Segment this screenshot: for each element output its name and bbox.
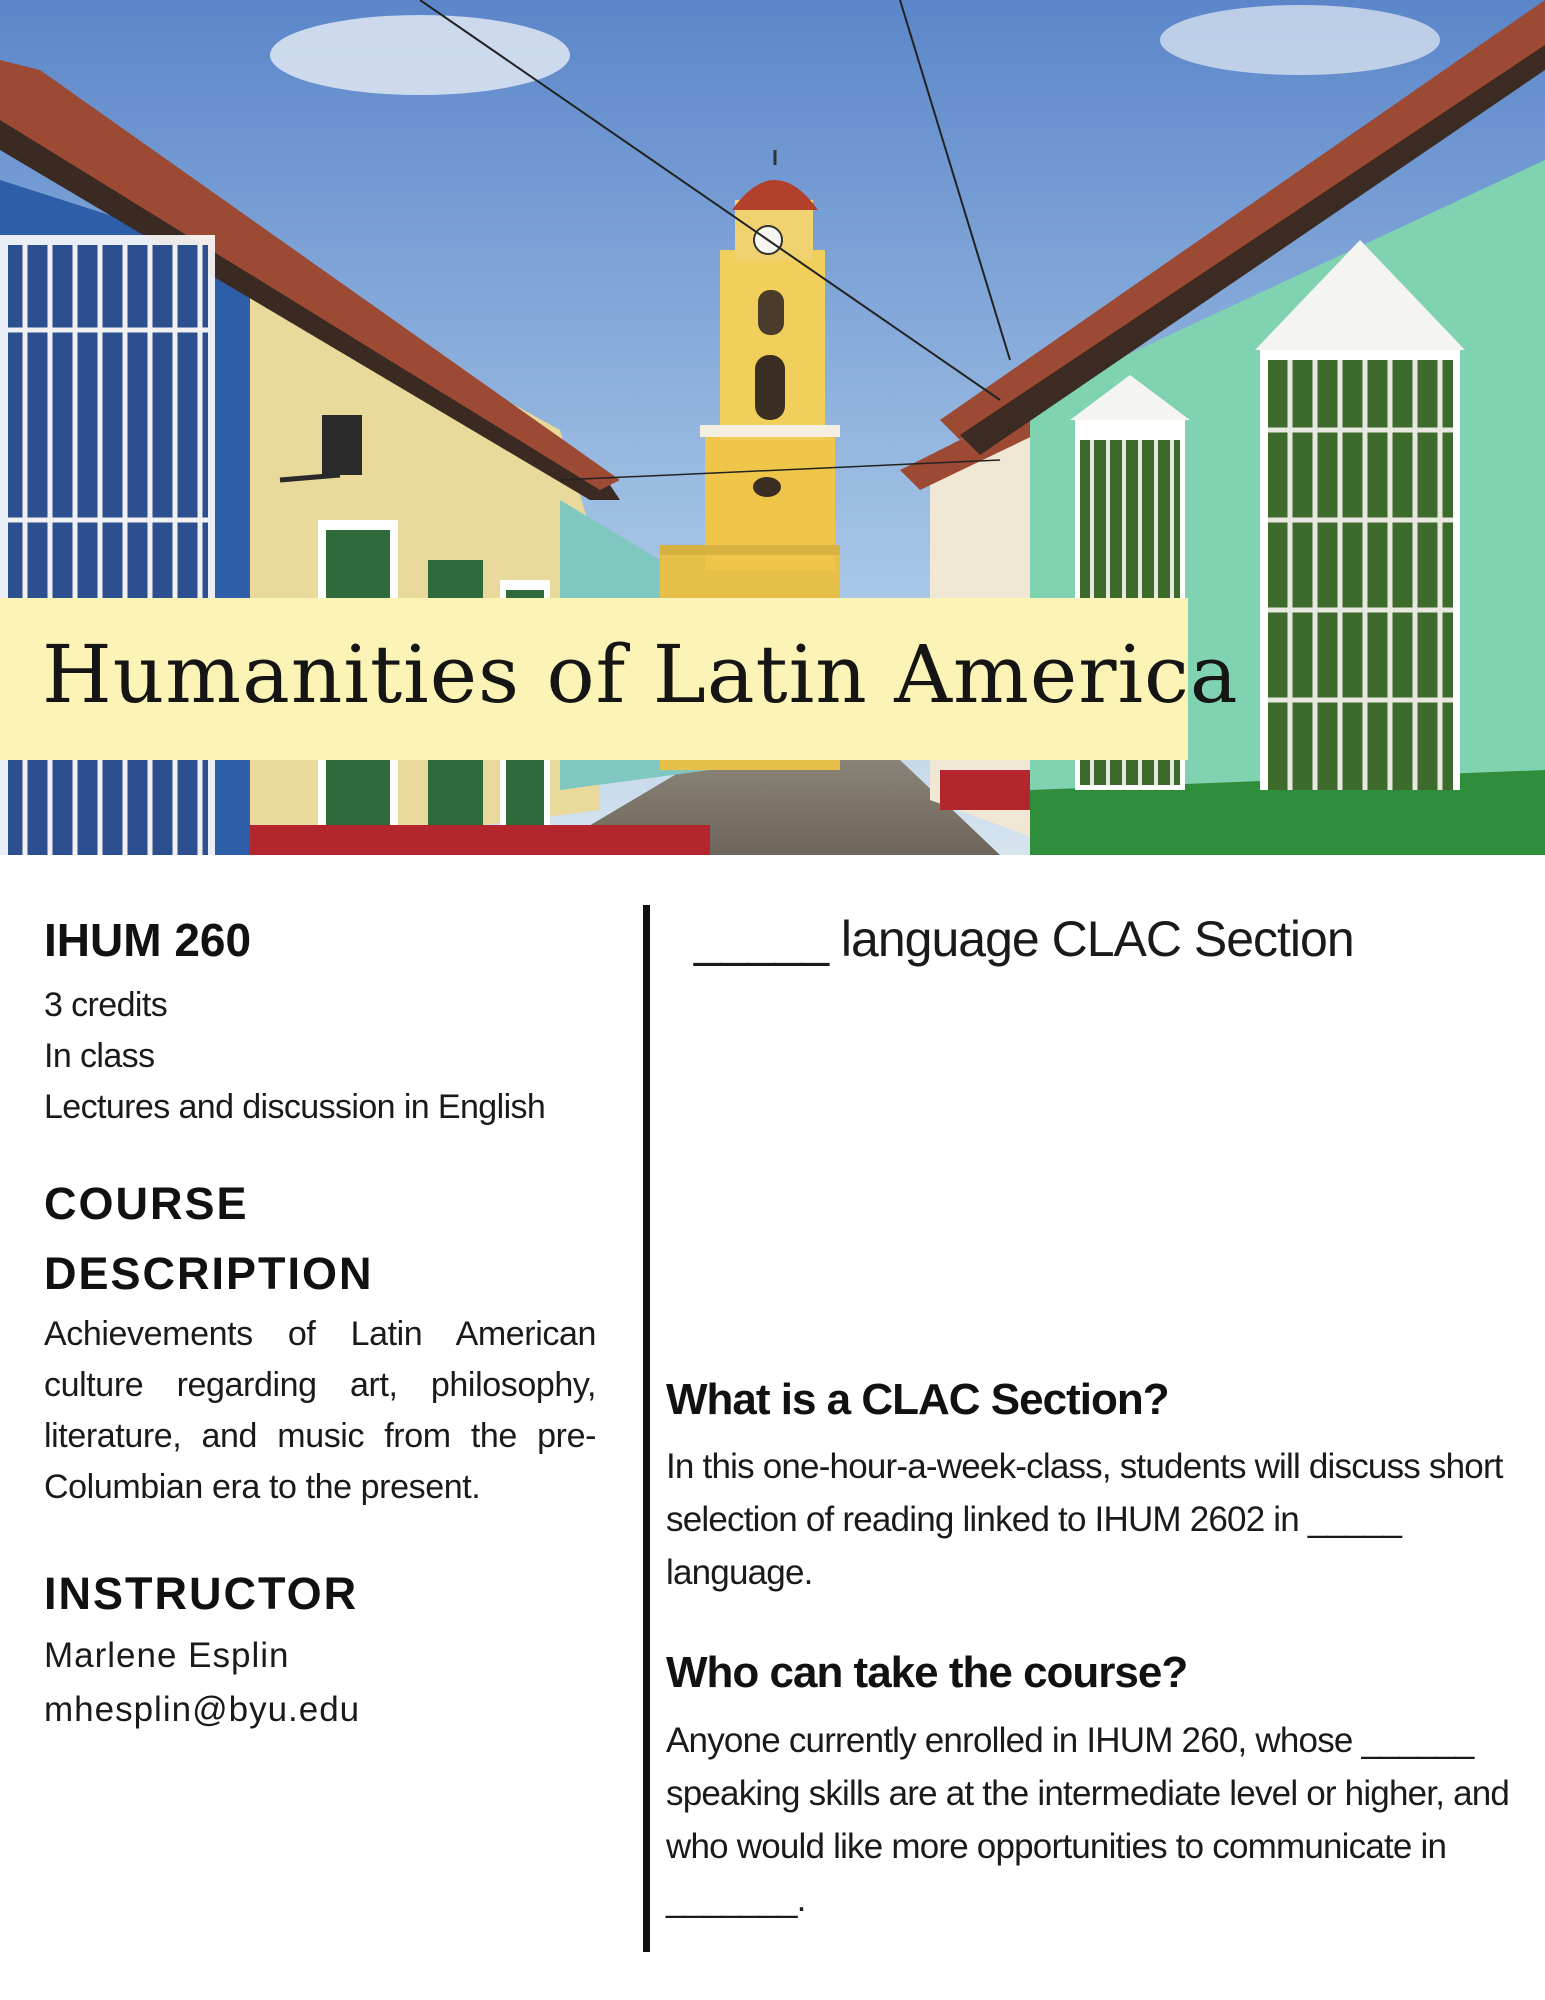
who-can-take-text: Anyone currently enrolled in IHUM 260, whose ______ speaking skills are at the intermediate level or higher, and who would like more opportunities to communicate in _______. <box>666 1721 1510 1919</box>
instructor-email: mhesplin@byu.edu <box>44 1690 361 1729</box>
course-code: IHUM 260 <box>44 914 252 966</box>
course-credits: 3 credits <box>44 986 168 1024</box>
who-can-take-heading: Who can take the course? <box>666 1648 1188 1697</box>
instructor-heading: INSTRUCTOR <box>44 1568 359 1619</box>
column-divider <box>643 905 650 1952</box>
what-is-clac-heading: What is a CLAC Section? <box>666 1375 1169 1424</box>
what-is-clac-text: In this one-hour-a-week-class, students will discuss short selection of reading linked to IHUM 2602 in _____ language. <box>666 1447 1503 1592</box>
course-format: In class <box>44 1037 155 1075</box>
course-info-column <box>44 912 596 1737</box>
page-title: Humanities of Latin America <box>42 628 1239 721</box>
course-description-text: Achievements of Latin American culture regarding art, philosophy, literature, and music from the pre-Columbian era to the present. <box>44 1315 596 1506</box>
description-heading-line1: COURSE <box>44 1178 249 1229</box>
clac-section-title: _____ language CLAC Section <box>694 911 1354 967</box>
description-heading-line2: DESCRIPTION <box>44 1248 374 1299</box>
instructor-name: Marlene Esplin <box>44 1636 290 1675</box>
course-language: Lectures and discussion in English <box>44 1088 546 1126</box>
